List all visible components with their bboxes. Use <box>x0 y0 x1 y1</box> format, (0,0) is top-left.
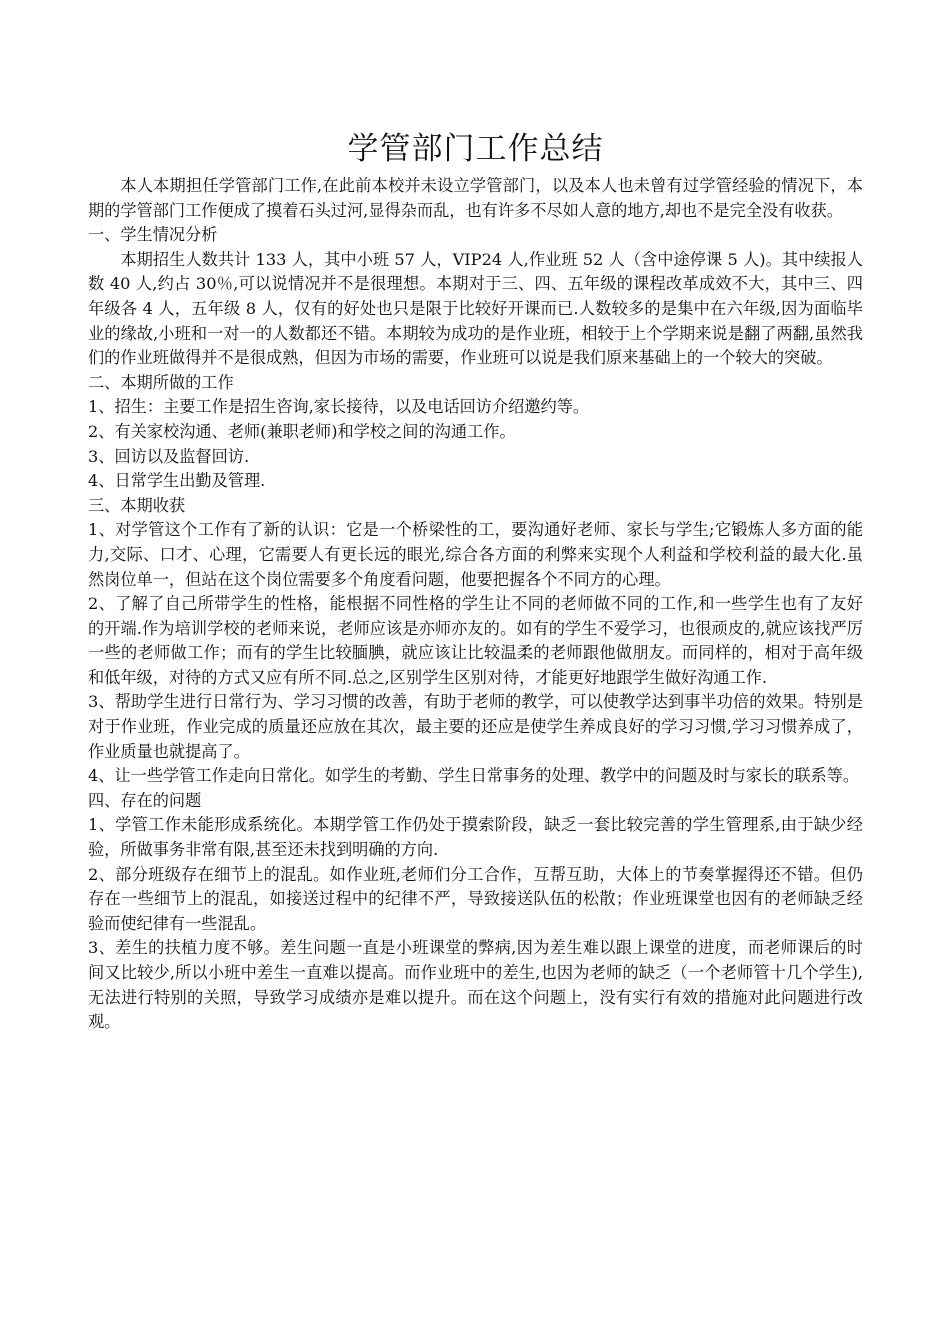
section-paragraph: 3、回访以及监督回访. <box>88 446 250 466</box>
intro-paragraph: 本人本期担任学管部门工作,在此前本校并未设立学管部门，以及本人也未曾有过学管经验的情况下，本期的学管部门工作便成了摸着石头过河,显得杂而乱，也有许多不尽如人意的地方,却也不是完全没有收获。 <box>88 176 863 220</box>
section-heading-work-done: 二、本期所做的工作 <box>88 372 234 392</box>
section-paragraph: 3、差生的扶植力度不够。差生问题一直是小班课堂的弊病,因为差生难以跟上课堂的进度，而老师课后的时间又比较少,所以小班中差生一直难以提高。而作业班中的差生,也因为老师的缺乏（一个老师管十几个学生),无法进行特别的关照，导致学习成绩亦是难以提升。而在这个问题上，没有实行有效的措施对此问题进行改观。 <box>88 938 863 1032</box>
section-paragraph: 1、对学管这个工作有了新的认识：它是一个桥梁性的工，要沟通好老师、家长与学生;它锻炼人多方面的能力,交际、口才、心理，它需要人有更长远的眼光,综合各方面的利弊来实现个人利益和学校利益的最大化.虽然岗位单一，但站在这个岗位需要多个角度看问题，他要把握各个不同方的心理。 <box>88 520 863 589</box>
section-paragraph: 1、招生：主要工作是招生咨询,家长接待，以及电话回访介绍邀约等。 <box>88 397 590 417</box>
section-heading-student-analysis: 一、学生情况分析 <box>88 225 218 245</box>
section-paragraph: 1、学管工作未能形成系统化。本期学管工作仍处于摸索阶段，缺乏一套比较完善的学生管理系,由于缺少经验，所做事务非常有限,甚至还未找到明确的方向. <box>88 815 863 860</box>
document-title: 学管部门工作总结 <box>347 131 604 167</box>
section-paragraph: 2、部分班级存在细节上的混乱。如作业班,老师们分工合作，互帮互助，大体上的节奏掌握得还不错。但仍存在一些细节上的混乱，如接送过程中的纪律不严，导致接送队伍的松散；作业班课堂也因有的老师缺乏经验而使纪律有一些混乱。 <box>88 864 863 933</box>
section-paragraph: 4、日常学生出勤及管理. <box>88 471 266 491</box>
document-page <box>88 128 863 1035</box>
section-paragraph: 2、了解了自己所带学生的性格，能根据不同性格的学生让不同的老师做不同的工作,和一些学生也有了友好的开端.作为培训学校的老师来说，老师应该是亦师亦友的。如有的学生不爱学习，也很顽皮的,就应该找严厉一些的老师做工作；而有的学生比较腼腆，就应该让比较温柔的老师跟他做朋友。而同样的，相对于高年级和低年级，对待的方式又应有所不同.总之,区别学生区别对待，才能更好地跟学生做好沟通工作. <box>88 594 863 687</box>
section-paragraph: 4、让一些学管工作走向日常化。如学生的考勤、学生日常事务的处理、教学中的问题及时与家长的联系等。 <box>88 766 860 786</box>
section-heading-gains: 三、本期收获 <box>88 495 186 515</box>
section-paragraph: 3、帮助学生进行日常行为、学习习惯的改善，有助于老师的教学，可以使教学达到事半功倍的效果。特别是对于作业班，作业完成的质量还应放在其次，最主要的还应是使学生养成良好的学习习惯,学习习惯养成了，作业质量也就提高了。 <box>88 692 863 761</box>
section-heading-problems: 四、存在的问题 <box>88 790 202 810</box>
section-paragraph: 本期招生人数共计 133 人，其中小班 57 人，VIP24 人,作业班 52 人（含中途停课 5 人)。其中续报人数 40 人,约占 30％,可以说情况并不是很理想。本期对于三、四、五年级的课程改革成效不大，其中三、四年级各 4 人，五年级 8 人，仅有的好处也只是限于比较好开课而已.人数较多的是集中在六年级,因为面临毕业的缘故,小班和一对一的人数都还不错。本期较为成功的是作业班，相较于上个学期来说是翻了两翻,虽然我们的作业班做得并不是很成熟，但因为市场的需要，作业班可以说是我们原来基础上的一个较大的突破。 <box>88 249 863 368</box>
section-paragraph: 2、有关家校沟通、老师(兼职老师)和学校之间的沟通工作。 <box>88 421 516 441</box>
